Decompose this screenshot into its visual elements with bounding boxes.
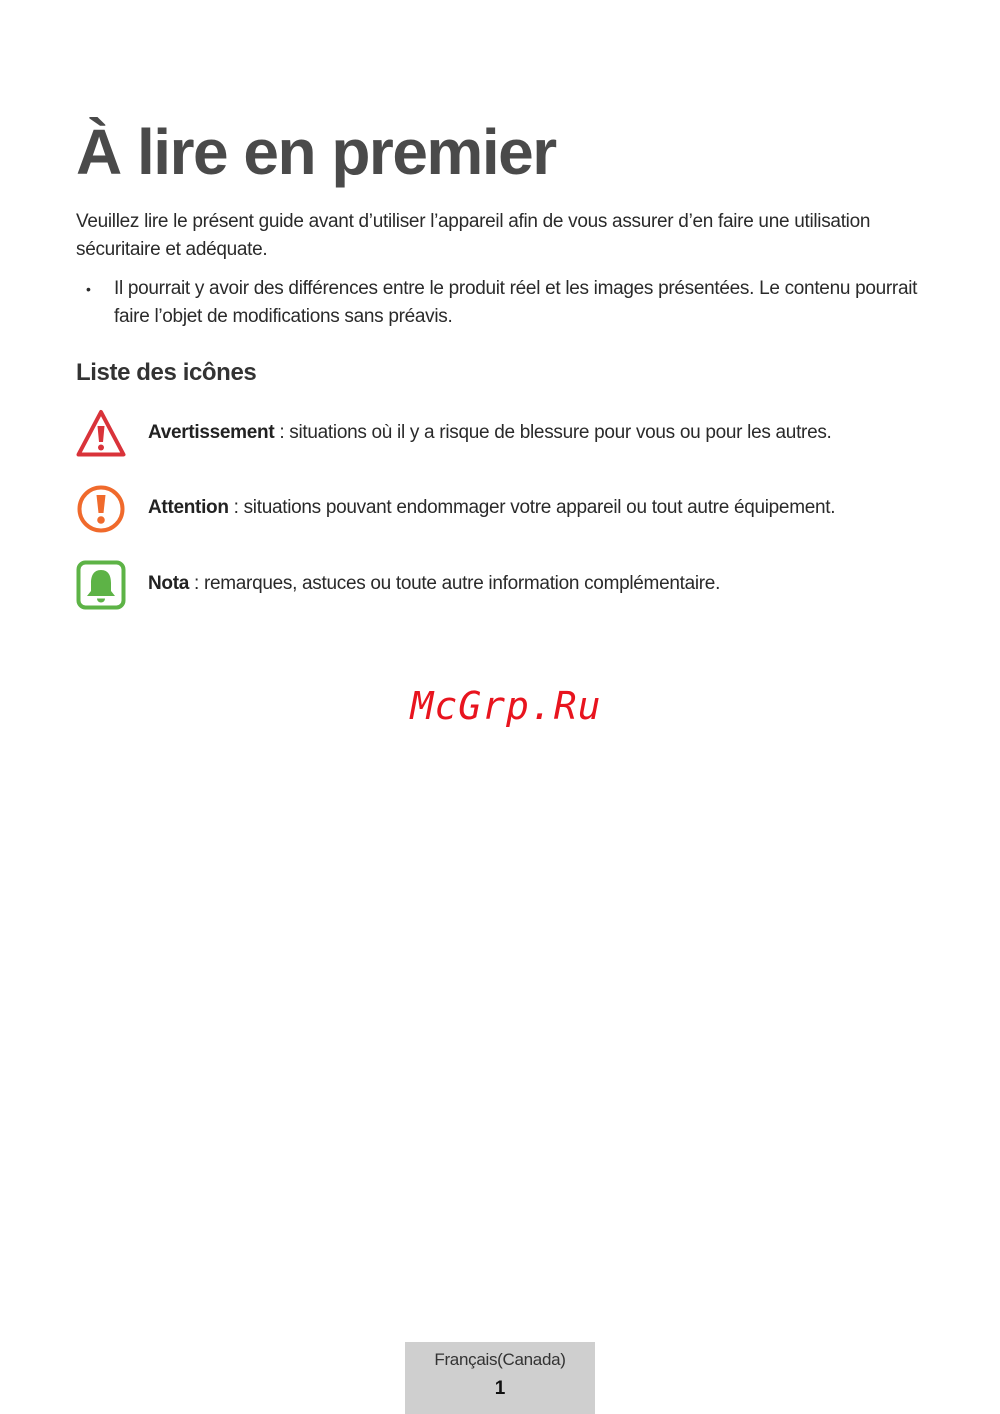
icon-text: : remarques, astuces ou toute autre information complémentaire. bbox=[189, 573, 721, 594]
icon-row-note bbox=[76, 560, 936, 610]
icon-label: Attention bbox=[148, 497, 229, 518]
warning-triangle-icon bbox=[76, 409, 126, 459]
bullet-icon: • bbox=[86, 281, 91, 297]
icon-label: Avertissement bbox=[148, 422, 275, 443]
footer-language: Français(Canada) bbox=[434, 1350, 566, 1369]
icon-row-caution bbox=[76, 484, 936, 534]
page-number: 1 bbox=[494, 1378, 506, 1399]
icon-text: : situations où il y a risque de blessure pour vous ou pour les autres. bbox=[274, 422, 832, 443]
icon-text: : situations pouvant endommager votre appareil ou tout autre équipement. bbox=[228, 497, 836, 518]
watermark: McGrp.Ru bbox=[410, 684, 602, 728]
caution-circle-icon bbox=[76, 484, 126, 534]
list-item-text: Il pourrait y avoir des différences entre le produit réel et les images présentées. Le contenu pourrait faire l’objet de modifications sans préavis. bbox=[114, 278, 918, 327]
icon-description bbox=[148, 494, 835, 522]
icon-description bbox=[148, 570, 720, 598]
page-title: À lire en premier bbox=[76, 116, 556, 188]
intro-paragraph: Veuillez lire le présent guide avant d’utiliser l’appareil afin de vous assurer d’en faire une utilisation sécuritaire et adéquate. bbox=[76, 211, 871, 260]
icon-row-warning bbox=[76, 409, 936, 459]
note-bell-icon bbox=[76, 560, 126, 610]
icon-description bbox=[148, 419, 832, 447]
page-footer bbox=[405, 1342, 595, 1414]
list-item bbox=[76, 275, 926, 331]
section-heading: Liste des icônes bbox=[76, 359, 257, 386]
icon-label: Nota bbox=[148, 573, 190, 594]
notes-list bbox=[76, 275, 926, 331]
